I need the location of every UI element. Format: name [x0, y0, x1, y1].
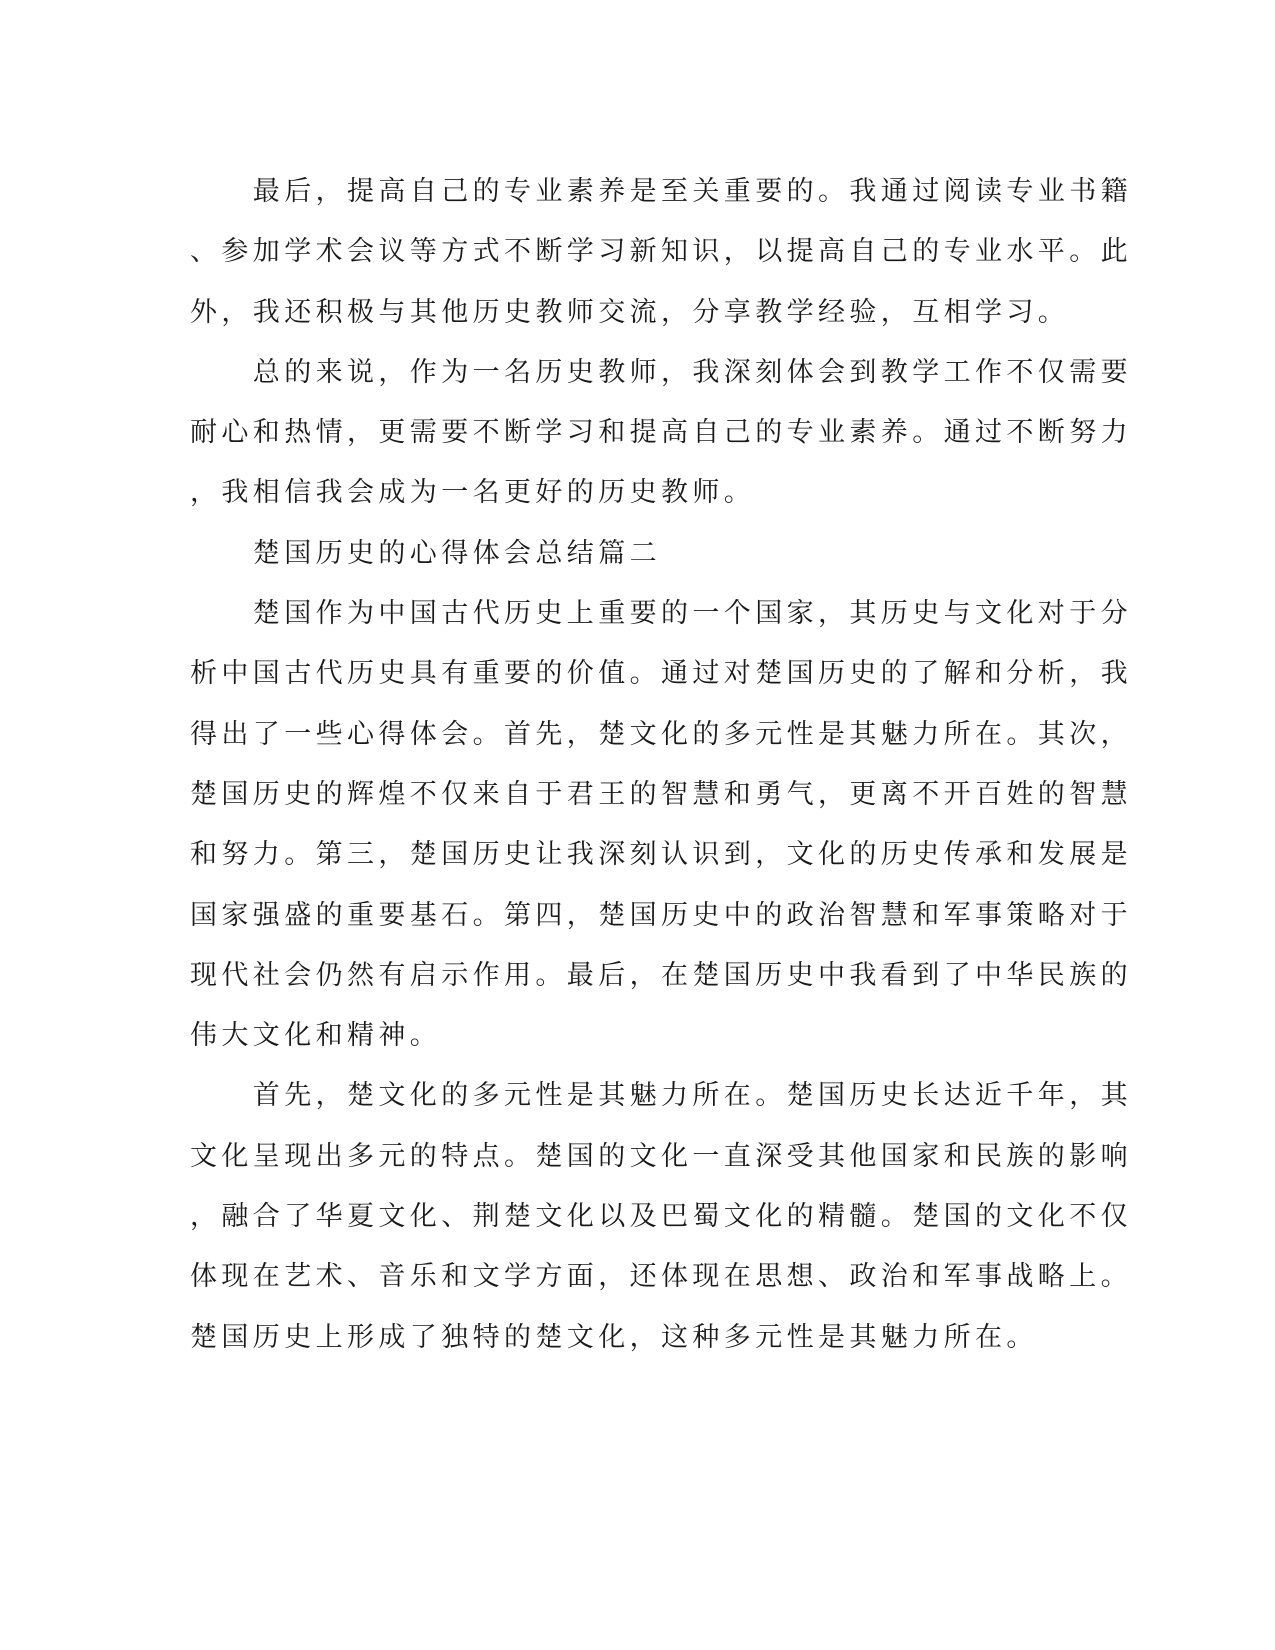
text-line: 楚国作为中国古代历史上重要的一个国家，其历史与文化对于分	[190, 598, 1132, 630]
text-line: 首先，楚文化的多元性是其魅力所在。楚国历史长达近千年，其	[190, 1080, 1132, 1112]
text-line: 伟大文化和精神。	[190, 1020, 442, 1052]
text-line: 总的来说，作为一名历史教师，我深刻体会到教学工作不仅需要	[190, 356, 1132, 388]
text-line: 文化呈现出多元的特点。楚国的文化一直深受其他国家和民族的影响	[190, 1140, 1132, 1172]
text-line: 得出了一些心得体会。首先，楚文化的多元性是其魅力所在。其次，	[190, 718, 1132, 750]
body-text	[190, 162, 1132, 1368]
text-line: ，我相信我会成为一名更好的历史教师。	[190, 477, 756, 509]
text-line: 体现在艺术、音乐和文学方面，还体现在思想、政治和军事战略上。	[190, 1261, 1132, 1293]
text-line: 和努力。第三，楚国历史让我深刻认识到，文化的历史传承和发展是	[190, 839, 1132, 871]
text-line: 现代社会仍然有启示作用。最后，在楚国历史中我看到了中华民族的	[190, 959, 1132, 991]
text-line: 、参加学术会议等方式不断学习新知识，以提高自己的专业水平。此	[190, 236, 1132, 268]
text-line: 最后，提高自己的专业素养是至关重要的。我通过阅读专业书籍	[190, 176, 1132, 207]
text-line: 楚国历史的辉煌不仅来自于君王的智慧和勇气，更离不开百姓的智慧	[190, 778, 1132, 810]
text-line: ，融合了华夏文化、荆楚文化以及巴蜀文化的精髓。楚国的文化不仅	[190, 1201, 1132, 1233]
section-heading: 楚国历史的心得体会总结篇二	[190, 537, 661, 569]
text-line: 外，我还积极与其他历史教师交流，分享教学经验，互相学习。	[190, 296, 1070, 328]
text-line: 耐心和热情，更需要不断学习和提高自己的专业素养。通过不断努力	[190, 417, 1132, 449]
text-line: 国家强盛的重要基石。第四，楚国历史中的政治智慧和军事策略对于	[190, 899, 1132, 931]
text-line: 楚国历史上形成了独特的楚文化，这种多元性是其魅力所在。	[190, 1321, 1038, 1353]
text-line: 析中国古代历史具有重要的价值。通过对楚国历史的了解和分析，我	[190, 658, 1132, 690]
